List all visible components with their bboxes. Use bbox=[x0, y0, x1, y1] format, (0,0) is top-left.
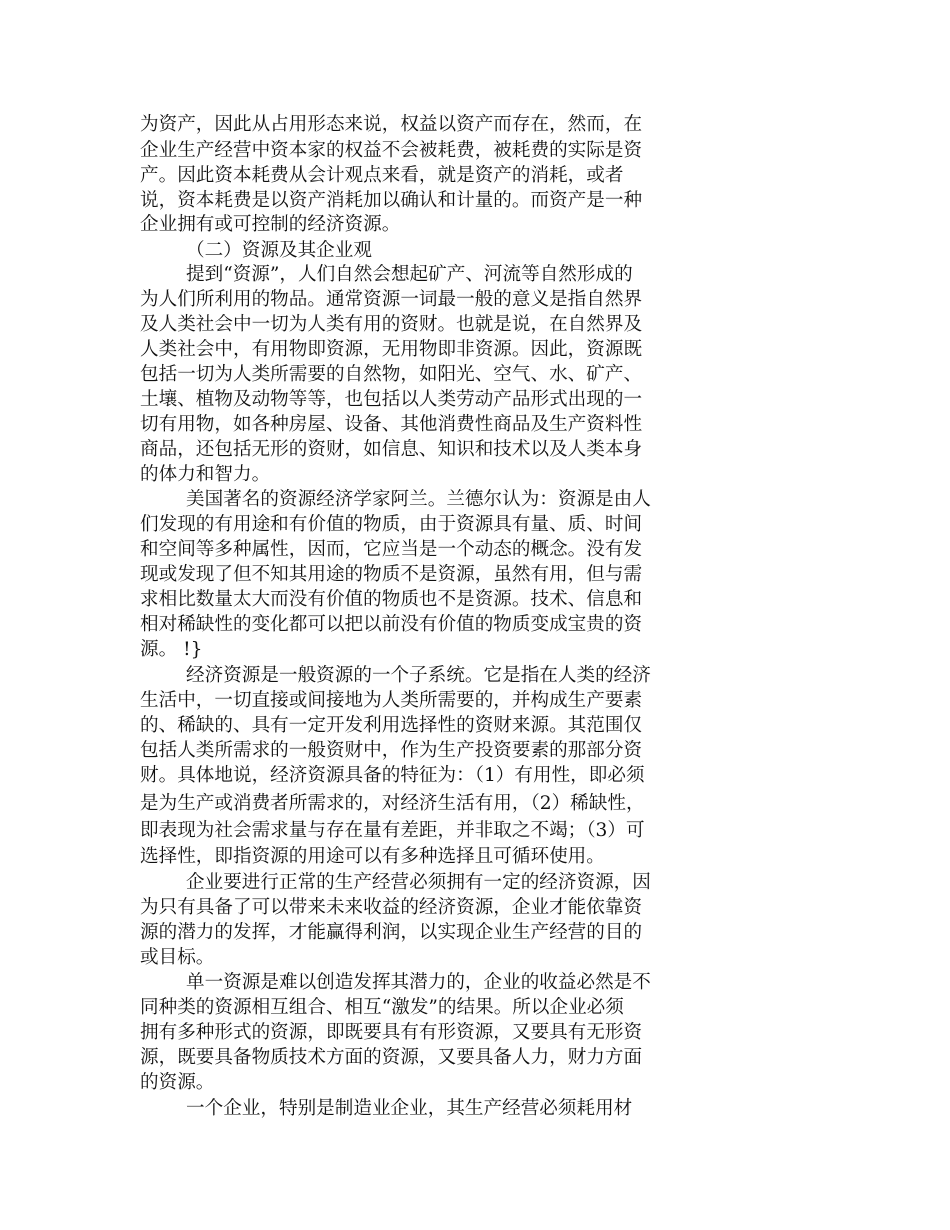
text-line: 人类社会中，有用物即资源，无用物即非资源。因此，资源既 bbox=[140, 339, 643, 360]
text-line: 源的潜力的发挥，才能赢得利润，以实现企业生产经营的目的 bbox=[140, 922, 643, 943]
text-line: 包括人类所需求的一般资财中，作为生产投资要素的那部分资 bbox=[140, 740, 643, 761]
text-line: 源。 !} bbox=[140, 639, 203, 660]
text-line: 和空间等多种属性，因而，它应当是一个动态的概念。没有发 bbox=[140, 539, 643, 560]
text-line: 说，资本耗费是以资产消耗加以确认和计量的。而资产是一种 bbox=[140, 190, 643, 211]
text-line: 商品，还包括无形的资财，如信息、知识和技术以及人类本身 bbox=[140, 439, 643, 460]
text-line: 财。具体地说，经济资源具备的特征为：（1）有用性，即必须 bbox=[140, 765, 645, 786]
text-line: 相对稀缺性的变化都可以把以前没有价值的物质变成宝贵的资 bbox=[140, 614, 643, 635]
text-line: 为人们所利用的物品。通常资源一词最一般的意义是指自然界 bbox=[140, 289, 643, 310]
paragraph-first-line: 美国著名的资源经济学家阿兰。兰德尔认为：资源是由人 bbox=[186, 489, 651, 510]
text-line: 源，既要具备物质技术方面的资源，又要具备人力，财力方面 bbox=[140, 1047, 643, 1068]
text-line: 为只有具备了可以带来未来收益的经济资源，企业才能依靠资 bbox=[140, 897, 643, 918]
text-line: 的、稀缺的、具有一定开发利用选择性的资财来源。其范围仅 bbox=[140, 715, 643, 736]
text-line: 现或发现了但不知其用途的物质不是资源，虽然有用，但与需 bbox=[140, 564, 643, 585]
text-line: 是为生产或消费者所需求的，对经济生活有用，（2）稀缺性， bbox=[140, 793, 645, 814]
text-line: 土壤、植物及动物等等，也包括以人类劳动产品形式出现的一 bbox=[140, 389, 643, 410]
text-line: 求相比数量太大而没有价值的物质也不是资源。技术、信息和 bbox=[140, 589, 643, 610]
text-line: 选择性，即指资源的用途可以有多种选择且可循环使用。 bbox=[140, 846, 605, 867]
text-line: 的资源。 bbox=[140, 1072, 215, 1093]
text-line: 同种类的资源相互组合、相互“激发”的结果。所以企业必须 bbox=[140, 997, 624, 1018]
text-line: 产。因此资本耗费从会计观点来看，就是资产的消耗，或者 bbox=[140, 165, 624, 186]
section-heading: （二）资源及其企业观 bbox=[186, 240, 372, 261]
text-line: 拥有多种形式的资源，即既要具有有形资源，又要具有无形资 bbox=[140, 1022, 643, 1043]
paragraph-first-line: 企业要进行正常的生产经营必须拥有一定的经济资源，因 bbox=[186, 872, 651, 893]
text-line: 企业拥有或可控制的经济资源。 bbox=[140, 214, 401, 235]
paragraph-first-line: 提到“资源”，人们自然会想起矿产、河流等自然形成的 bbox=[186, 264, 633, 285]
text-line: 包括一切为人类所需要的自然物，如阳光、空气、水、矿产、 bbox=[140, 364, 643, 385]
text-line: 切有用物，如各种房屋、设备、其他消费性商品及生产资料性 bbox=[140, 414, 643, 435]
text-line: 企业生产经营中资本家的权益不会被耗费，被耗费的实际是资 bbox=[140, 140, 643, 161]
text-line: 即表现为社会需求量与存在量有差距，并非取之不竭；（3）可 bbox=[140, 820, 645, 841]
text-line: 为资产，因此从占用形态来说，权益以资产而存在，然而，在 bbox=[140, 114, 643, 135]
text-line: 或目标。 bbox=[140, 947, 215, 968]
paragraph-first-line: 单一资源是难以创造发挥其潜力的，企业的收益必然是不 bbox=[186, 972, 651, 993]
text-line: 及人类社会中一切为人类有用的资财。也就是说，在自然界及 bbox=[140, 314, 643, 335]
paragraph-first-line: 经济资源是一般资源的一个子系统。它是指在人类的经济 bbox=[186, 665, 651, 686]
text-line: 的体力和智力。 bbox=[140, 464, 271, 485]
text-line: 生活中，一切直接或间接地为人类所需要的，并构成生产要素 bbox=[140, 690, 643, 711]
text-line: 们发现的有用途和有价值的物质，由于资源具有量、质、时间 bbox=[140, 514, 643, 535]
paragraph-first-line: 一个企业，特别是制造业企业，其生产经营必须耗用材 bbox=[186, 1098, 633, 1119]
